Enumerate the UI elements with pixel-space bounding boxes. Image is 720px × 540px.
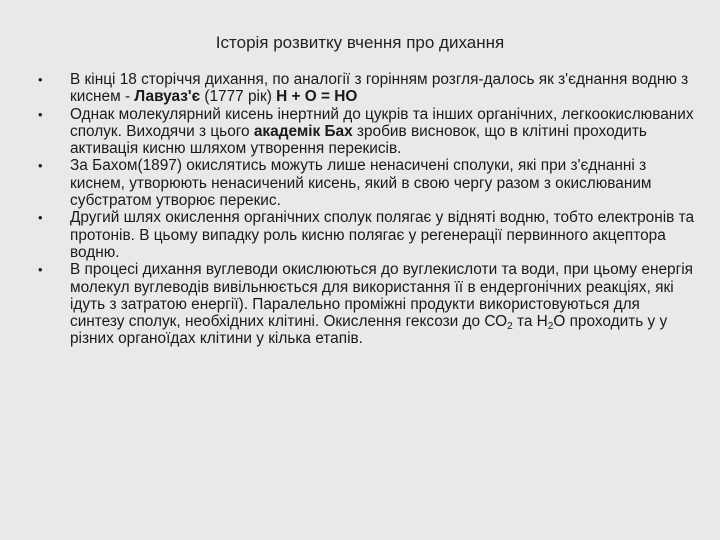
list-item — [38, 157, 698, 209]
list-item — [38, 71, 698, 106]
subscript: 2 — [547, 321, 554, 333]
item-text: зробив висновок, що в клітині проходить активація кисню шляхом утворення перекисів. — [70, 122, 647, 158]
item-text: В процесі дихання вуглеводи окислюються до вуглекислоти та води, при цьому енергія молекул вуглеводів вивільнюється для використання її в ендергонічних реакціях, які ідуть з затратою енергії). Паралельно проміжні продукти використовуються для синтезу сполук, необхідних клітині. Окислення гексози до СО — [70, 261, 693, 331]
item-text: Другий шлях окислення органічних сполук полягає у відняті водню, тобто електронів та протонів. В цьому випадку роль кисню полягає у регенерації первинного акцептора водню. — [70, 209, 695, 261]
slide-title: Історія розвитку вчення про дихання — [215, 33, 505, 52]
author-name: академік Бах — [253, 122, 353, 140]
subscript: 2 — [507, 321, 513, 333]
item-text: та Н — [512, 313, 548, 331]
item-text: О проходить у у різних органоїдах клітини у кілька етапів. — [70, 313, 668, 348]
bullet-list — [38, 71, 698, 348]
bullet-marker: • — [38, 72, 43, 87]
formula: Н + О = НО — [276, 88, 358, 106]
item-text: За Бахом(1897) окислятись можуть лише ненасичені сполуки, які при з'єднанні з киснем, утворюють ненасичений кисень, який в свою чергу разом з окислюваним субстратом утворює перекис. — [70, 157, 652, 210]
item-text: Однак молекулярний кисень інертний до цукрів та інших органічних, легкоокислюваних сполук. Виходячи з цього — [70, 105, 694, 140]
author-name: Лавуаз'є — [134, 88, 201, 106]
item-text: В кінці 18 сторіччя дихання, по аналогії з горінням розгля-далось як з'єднання водню з киснем - — [70, 71, 689, 106]
bullet-marker: • — [38, 158, 43, 174]
item-text: (1777 рік) — [200, 88, 277, 106]
bullet-marker: • — [38, 106, 43, 122]
bullet-marker: • — [38, 210, 43, 226]
list-item — [38, 106, 698, 158]
list-item — [38, 209, 698, 261]
list-item — [38, 261, 698, 347]
bullet-marker: • — [38, 262, 43, 278]
